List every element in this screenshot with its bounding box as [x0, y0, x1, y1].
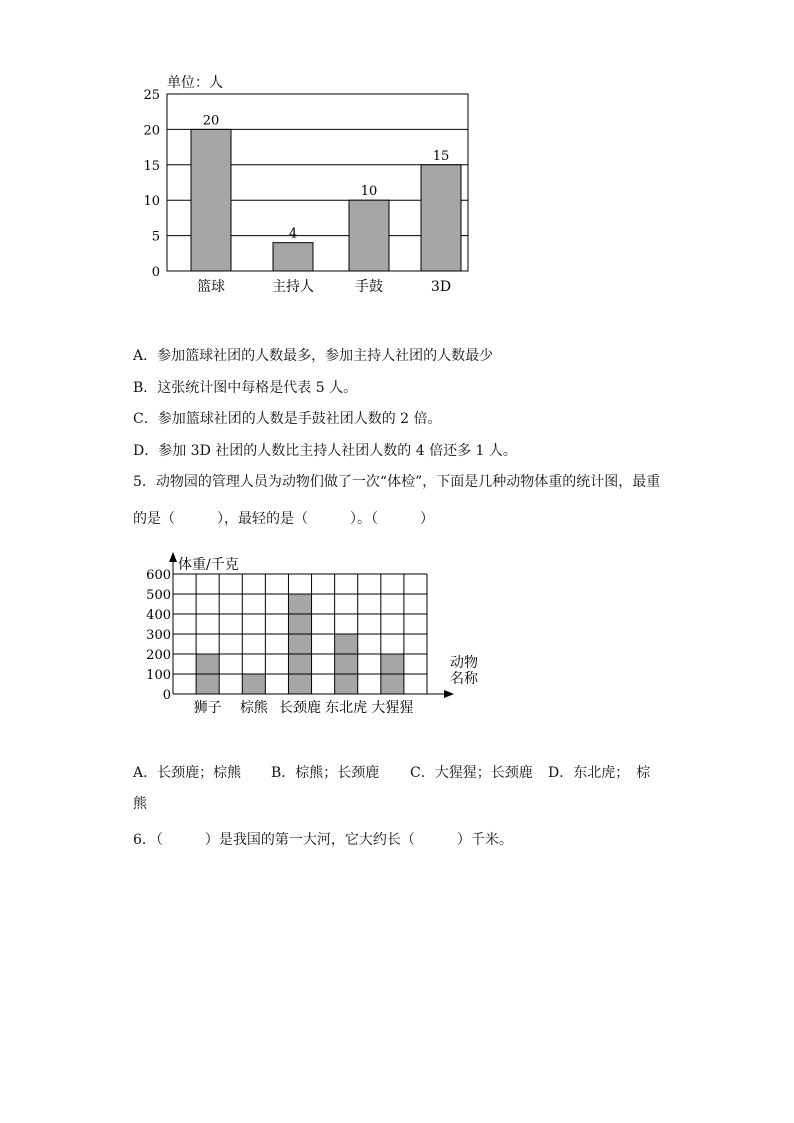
bar [273, 243, 313, 271]
y-tick-label: 5 [151, 229, 160, 245]
y-tick-label: 300 [146, 628, 171, 643]
q4-option-d: D．参加 3D 社团的人数比主持人社团人数的 4 倍还多 1 人。 [133, 443, 517, 459]
y-tick-label: 600 [146, 568, 171, 583]
q5-stem-line2: 的是（ ），最轻的是（ ）。（ ） [133, 511, 434, 527]
x-axis-arrow [444, 690, 454, 698]
x-tick-label: 主持人 [272, 279, 314, 295]
q6-stem: 6．（ ）是我国的第一大河，它大约长（ ）千米。 [133, 832, 513, 848]
x-tick-label: 篮球 [197, 279, 225, 295]
bar [335, 634, 358, 694]
x-tick-label: 棕熊 [239, 700, 268, 716]
q5-option-b: B．棕熊；长颈鹿 [271, 765, 380, 781]
x-tick-label: 狮子 [193, 700, 222, 716]
bar-data-label: 15 [432, 148, 450, 164]
bar [421, 165, 461, 271]
club-bar-chart [0, 0, 794, 310]
bar [349, 200, 389, 271]
bar-data-label: 20 [202, 113, 220, 129]
bar [242, 674, 265, 694]
q4-option-a: A．参加篮球社团的人数最多，参加主持人社团的人数最少 [133, 348, 494, 364]
chart-unit-label: 单位：人 [167, 75, 223, 91]
q5-option-c: C．大猩猩；长颈鹿 [410, 765, 533, 781]
x-tick-label: 3D [430, 279, 452, 295]
y-tick-label: 0 [162, 688, 171, 703]
q5-stem-line1: 5．动物园的管理人员为动物们做了一次“体检”，下面是几种动物体重的统计图，最重 [133, 474, 661, 490]
y-tick-label: 0 [151, 265, 160, 280]
q5-option-d: D．东北虎； 棕 [548, 765, 651, 781]
bar [288, 594, 311, 694]
x-tick-label: 大猩猩 [371, 700, 414, 716]
y-tick-label: 15 [143, 158, 160, 174]
q5-option-d-wrap: 熊 [133, 796, 147, 812]
y-tick-label: 100 [146, 668, 171, 683]
bar [191, 129, 231, 271]
y-tick-label: 20 [143, 123, 160, 139]
x-axis-title-line2: 名称 [450, 671, 478, 687]
x-axis-title-line1: 动物 [450, 655, 478, 671]
q4-option-c: C．参加篮球社团的人数是手鼓社团人数的 2 倍。 [133, 411, 442, 427]
q4-option-b: B．这张统计图中每格是代表 5 人。 [133, 380, 358, 396]
animal-weight-chart [0, 540, 794, 725]
bar-data-label: 10 [360, 184, 378, 200]
x-tick-label: 手鼓 [355, 279, 383, 295]
q5-option-a: A．长颈鹿；棕熊 [133, 765, 242, 781]
y-axis-title: 体重/千克 [178, 557, 239, 573]
y-tick-label: 500 [146, 588, 171, 603]
y-tick-label: 25 [143, 88, 160, 103]
y-tick-label: 10 [143, 194, 160, 210]
y-tick-label: 200 [146, 648, 171, 663]
y-axis-arrow [169, 552, 177, 562]
bar-data-label: 4 [288, 226, 298, 242]
y-tick-label: 400 [146, 608, 171, 623]
x-tick-label: 长颈鹿 [279, 700, 321, 716]
x-tick-label: 东北虎 [325, 700, 368, 716]
